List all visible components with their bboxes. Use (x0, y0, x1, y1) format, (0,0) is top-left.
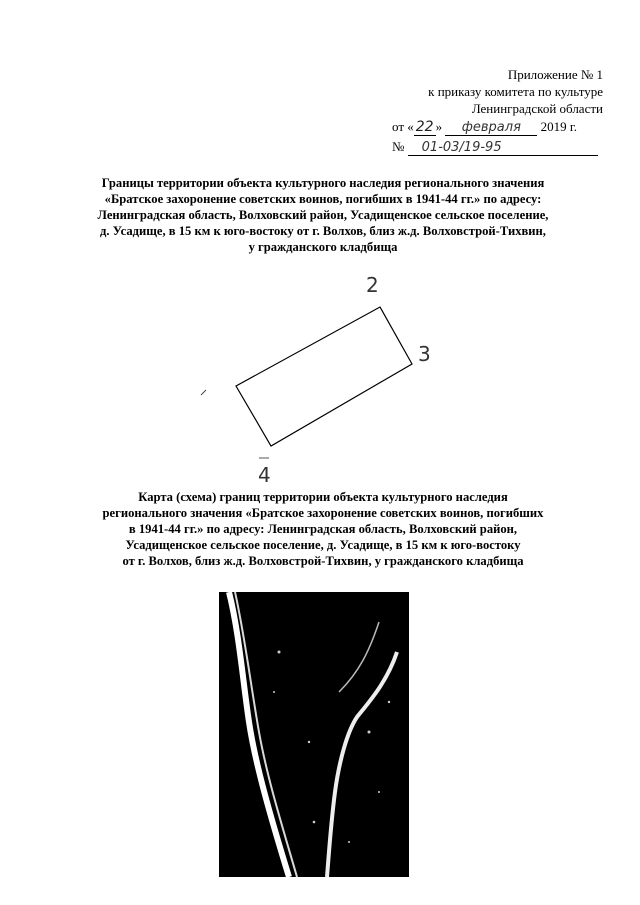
map-title (40, 489, 606, 569)
point-3-label: 3 (418, 342, 431, 366)
appendix-order-ref: к приказу комитета по культуре (428, 84, 603, 99)
date-day: 22 (415, 119, 434, 135)
map-title-line: Усадищенское сельское поселение, д. Усадище, в 15 км к юго-востоку (125, 538, 521, 552)
date-close: » (435, 119, 443, 134)
title-line: у гражданского кладбища (248, 240, 398, 254)
boundary-scheme (190, 268, 450, 488)
date-month: февраля (445, 120, 537, 136)
appendix-header (323, 66, 603, 117)
map-title-line: регионального значения «Братское захоронение советских воинов, погибших (102, 506, 544, 520)
point-4-label: 4 (258, 463, 271, 487)
order-number (392, 139, 606, 156)
satellite-map (219, 592, 409, 877)
point-2-label: 2 (366, 273, 379, 297)
boundaries-title (40, 175, 606, 255)
title-line: Границы территории объекта культурного наследия регионального значения (101, 176, 545, 190)
number-value: 01-03/19-95 (408, 140, 598, 156)
number-prefix: № (392, 139, 405, 154)
title-line: Ленинградская область, Волховский район, Усадищенское сельское поселение, (97, 208, 549, 222)
appendix-number: Приложение № 1 (507, 67, 603, 82)
appendix-region: Ленинградской области (471, 101, 603, 116)
boundary-polygon (236, 307, 412, 446)
date-year: 2019 г. (540, 119, 577, 134)
map-title-line: Карта (схема) границ территории объекта культурного наследия (138, 490, 508, 504)
title-line: д. Усадище, в 15 км к юго-востоку от г. Волхов, близ ж.д. Волховстрой-Тихвин, (100, 224, 546, 238)
point-1-tick (201, 390, 206, 395)
date-prefix: от « (392, 119, 414, 134)
map-title-line: от г. Волхов, близ ж.д. Волховстрой-Тихвин, у гражданского кладбища (122, 554, 524, 568)
title-line: «Братское захоронение советских воинов, погибших в 1941-44 гг.» по адресу: (104, 192, 542, 206)
map-title-line: в 1941-44 гг.» по адресу: Ленинградская область, Волховский район, (128, 522, 518, 536)
order-date (392, 119, 612, 136)
